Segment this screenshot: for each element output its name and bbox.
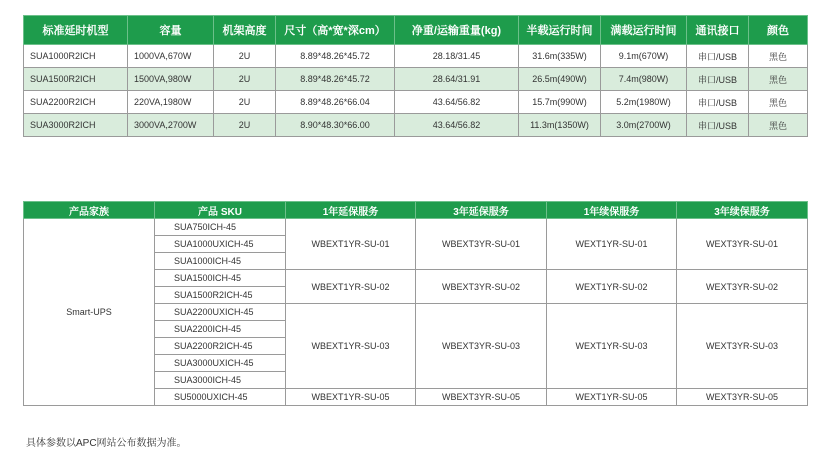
spec-header-cell: 尺寸（高*宽*深cm） <box>276 16 395 45</box>
service-code-cell: WBEXT3YR-SU-02 <box>416 270 547 304</box>
service-header-cell: 1年续保服务 <box>547 202 677 219</box>
service-header-cell: 产品家族 <box>24 202 155 219</box>
service-code-cell: WEXT1YR-SU-02 <box>547 270 677 304</box>
half-load-runtime-cell: 26.5m(490W) <box>519 68 601 91</box>
model-cell: SUA2200R2ICH <box>24 91 128 114</box>
spec-table <box>23 15 808 137</box>
table-row <box>24 114 808 137</box>
color-cell: 黑色 <box>749 91 808 114</box>
dimension-cell: 8.89*48.26*45.72 <box>276 68 395 91</box>
service-code-cell: WBEXT3YR-SU-05 <box>416 389 547 406</box>
spec-header-cell: 标准延时机型 <box>24 16 128 45</box>
model-cell: SUA1000R2ICH <box>24 45 128 68</box>
sku-cell: SUA2200UXICH-45 <box>155 304 286 321</box>
service-header-cell: 1年延保服务 <box>286 202 416 219</box>
capacity-cell: 3000VA,2700W <box>128 114 214 137</box>
interface-cell: 串口/USB <box>687 114 749 137</box>
spec-header-cell: 机架高度 <box>214 16 276 45</box>
dimension-cell: 8.89*48.26*66.04 <box>276 91 395 114</box>
capacity-cell: 1500VA,980W <box>128 68 214 91</box>
service-code-cell: WEXT3YR-SU-01 <box>677 219 808 270</box>
service-header-cell: 3年延保服务 <box>416 202 547 219</box>
service-header-cell: 产品 SKU <box>155 202 286 219</box>
sku-cell: SUA3000UXICH-45 <box>155 355 286 372</box>
interface-cell: 串口/USB <box>687 91 749 114</box>
service-code-cell: WEXT3YR-SU-05 <box>677 389 808 406</box>
sku-cell: SU5000UXICH-45 <box>155 389 286 406</box>
service-code-cell: WBEXT1YR-SU-05 <box>286 389 416 406</box>
dimension-cell: 8.90*48.30*66.00 <box>276 114 395 137</box>
sku-cell: SUA750ICH-45 <box>155 219 286 236</box>
weight-cell: 28.64/31.91 <box>395 68 519 91</box>
model-cell: SUA1500R2ICH <box>24 68 128 91</box>
color-cell: 黑色 <box>749 114 808 137</box>
service-code-cell: WEXT1YR-SU-01 <box>547 219 677 270</box>
weight-cell: 28.18/31.45 <box>395 45 519 68</box>
model-cell: SUA3000R2ICH <box>24 114 128 137</box>
capacity-cell: 1000VA,670W <box>128 45 214 68</box>
service-code-cell: WEXT3YR-SU-03 <box>677 304 808 389</box>
rack-height-cell: 2U <box>214 91 276 114</box>
spec-header-row <box>24 16 808 45</box>
sku-cell: SUA3000ICH-45 <box>155 372 286 389</box>
full-load-runtime-cell: 3.0m(2700W) <box>601 114 687 137</box>
service-code-cell: WEXT1YR-SU-05 <box>547 389 677 406</box>
service-code-cell: WBEXT3YR-SU-03 <box>416 304 547 389</box>
product-family-cell: Smart-UPS <box>24 219 155 406</box>
service-code-cell: WBEXT1YR-SU-03 <box>286 304 416 389</box>
interface-cell: 串口/USB <box>687 68 749 91</box>
spec-header-cell: 半载运行时间 <box>519 16 601 45</box>
table-row <box>24 68 808 91</box>
rack-height-cell: 2U <box>214 68 276 91</box>
color-cell: 黑色 <box>749 68 808 91</box>
spec-header-cell: 颜色 <box>749 16 808 45</box>
service-header-cell: 3年续保服务 <box>677 202 808 219</box>
sku-cell: SUA2200R2ICH-45 <box>155 338 286 355</box>
service-code-cell: WBEXT1YR-SU-01 <box>286 219 416 270</box>
service-code-cell: WEXT3YR-SU-02 <box>677 270 808 304</box>
spec-header-cell: 容量 <box>128 16 214 45</box>
table-row <box>24 45 808 68</box>
rack-height-cell: 2U <box>214 45 276 68</box>
weight-cell: 43.64/56.82 <box>395 91 519 114</box>
weight-cell: 43.64/56.82 <box>395 114 519 137</box>
table-row <box>24 219 808 236</box>
sku-cell: SUA1500R2ICH-45 <box>155 287 286 304</box>
rack-height-cell: 2U <box>214 114 276 137</box>
sku-cell: SUA2200ICH-45 <box>155 321 286 338</box>
capacity-cell: 220VA,1980W <box>128 91 214 114</box>
spec-header-cell: 满载运行时间 <box>601 16 687 45</box>
service-code-cell: WBEXT1YR-SU-02 <box>286 270 416 304</box>
interface-cell: 串口/USB <box>687 45 749 68</box>
full-load-runtime-cell: 7.4m(980W) <box>601 68 687 91</box>
half-load-runtime-cell: 11.3m(1350W) <box>519 114 601 137</box>
half-load-runtime-cell: 15.7m(990W) <box>519 91 601 114</box>
service-code-cell: WBEXT3YR-SU-01 <box>416 219 547 270</box>
service-table <box>23 201 808 406</box>
half-load-runtime-cell: 31.6m(335W) <box>519 45 601 68</box>
full-load-runtime-cell: 9.1m(670W) <box>601 45 687 68</box>
sku-cell: SUA1000UXICH-45 <box>155 236 286 253</box>
dimension-cell: 8.89*48.26*45.72 <box>276 45 395 68</box>
spec-header-cell: 净重/运输重量(kg) <box>395 16 519 45</box>
footnote: 具体参数以APC网站公布数据为准。 <box>26 438 187 449</box>
service-code-cell: WEXT1YR-SU-03 <box>547 304 677 389</box>
color-cell: 黑色 <box>749 45 808 68</box>
table-row <box>24 91 808 114</box>
sku-cell: SUA1000ICH-45 <box>155 253 286 270</box>
service-header-row <box>24 202 808 219</box>
sku-cell: SUA1500ICH-45 <box>155 270 286 287</box>
full-load-runtime-cell: 5.2m(1980W) <box>601 91 687 114</box>
spec-header-cell: 通讯接口 <box>687 16 749 45</box>
